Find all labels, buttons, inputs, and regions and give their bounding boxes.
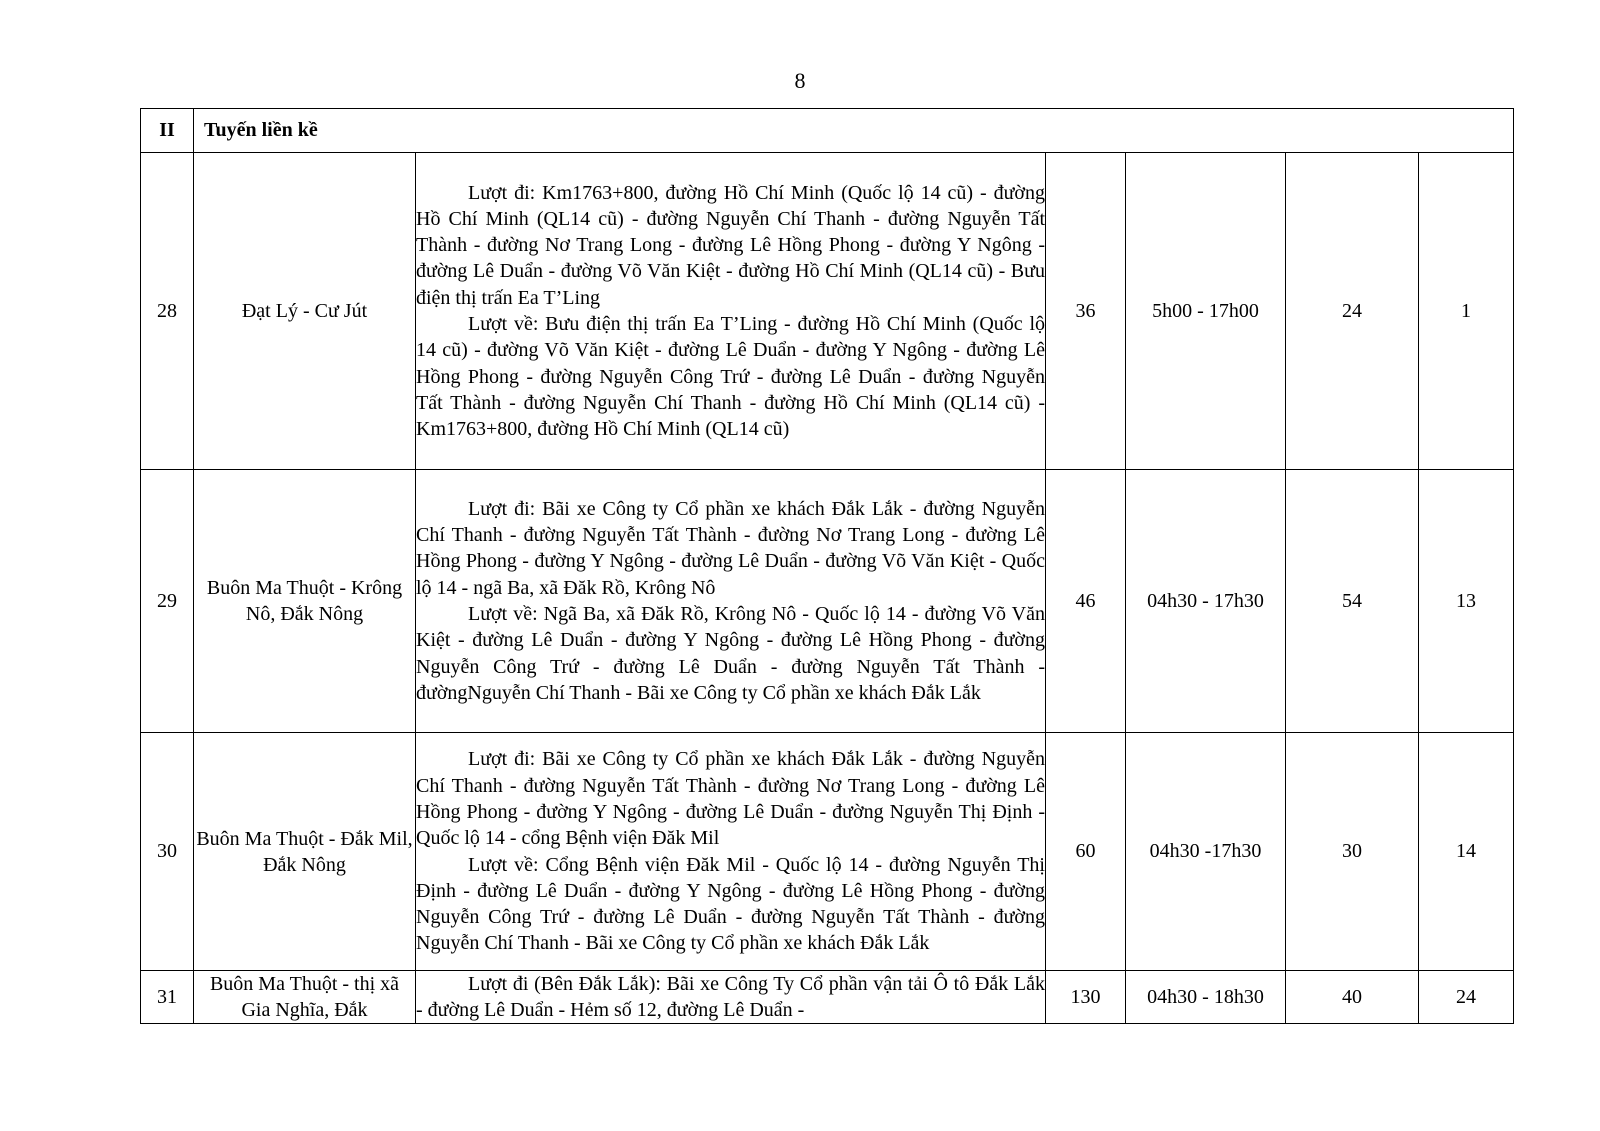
route-outbound: Lượt đi: Bãi xe Công ty Cổ phần xe khách Đắk Lắk - đường Nguyễn Chí Thanh - đường Nguyễn Tất Thành - đường Nơ Trang Long - đường Lê Hồng Phong - đường Y Ngông - đường Lê Duẩn - đường Võ Văn Kiệt - Quốc lộ 14 - ngã Ba, xã Đăk Rồ, Krông Nô	[416, 497, 1045, 599]
route-number: 29	[141, 470, 194, 733]
route-inbound: Lượt về: Bưu điện thị trấn Ea T’Ling - đường Hồ Chí Minh (Quốc lộ 14 cũ) - đường Võ Văn Kiệt - đường Lê Duẩn - đường Y Ngông - đường Lê Hồng Phong - đường Nguyễn Công Trứ - đường Lê Duẩn - đường Nguyễn Tất Thành - đường Nguyễn Chí Thanh - đường Hồ Chí Minh (QL14 cũ) - Km1763+800, đường Hồ Chí Minh (QL14 cũ)	[416, 313, 1045, 441]
route-number: 30	[141, 733, 194, 971]
route-number: 31	[141, 971, 194, 1024]
route-path	[416, 971, 1046, 1024]
route-distance: 60	[1046, 733, 1126, 971]
route-name-cell	[194, 971, 416, 1024]
route-vehicles: 13	[1419, 470, 1514, 733]
route-distance: 130	[1046, 971, 1126, 1024]
table-row	[141, 971, 1514, 1024]
section-title: Tuyến liền kề	[194, 109, 1514, 153]
bus-routes-table	[140, 108, 1514, 1024]
route-outbound: Lượt đi (Bên Đắk Lắk): Bãi xe Công Ty Cổ phần vận tải Ô tô Đắk Lắk - đường Lê Duẩn - Hẻm số 12, đường Lê Duẩn -	[416, 973, 1045, 1022]
route-name: Đạt Lý - Cư Jút	[194, 153, 416, 470]
route-hours: 04h30 - 17h30	[1126, 470, 1286, 733]
route-distance: 36	[1046, 153, 1126, 470]
route-hours: 04h30 -17h30	[1126, 733, 1286, 971]
route-trips: 54	[1286, 470, 1419, 733]
table-row	[141, 733, 1514, 971]
table-row	[141, 470, 1514, 733]
route-trips: 24	[1286, 153, 1419, 470]
route-outbound: Lượt đi: Km1763+800, đường Hồ Chí Minh (Quốc lộ 14 cũ) - đường Hồ Chí Minh (QL14 cũ) - đường Nguyễn Chí Thanh - đường Nguyễn Tất Thành - đường Nơ Trang Long - đường Lê Hồng Phong - đường Y Ngông - đường Lê Duẩn - đường Võ Văn Kiệt - đường Hồ Chí Minh (QL14 cũ) - Bưu điện thị trấn Ea T’Ling	[416, 181, 1045, 309]
route-name: Buôn Ma Thuột - Đắk Mil, Đắk Nông	[194, 733, 416, 971]
route-vehicles: 1	[1419, 153, 1514, 470]
route-vehicles: 14	[1419, 733, 1514, 971]
table-row	[141, 153, 1514, 470]
route-trips: 40	[1286, 971, 1419, 1024]
route-path	[416, 153, 1046, 470]
route-name: Buôn Ma Thuột - thị xã Gia Nghĩa, Đắk	[209, 973, 400, 1021]
route-hours: 5h00 - 17h00	[1126, 153, 1286, 470]
route-name: Buôn Ma Thuột - Krông Nô, Đắk Nông	[194, 470, 416, 733]
route-trips: 30	[1286, 733, 1419, 971]
route-inbound: Lượt về: Ngã Ba, xã Đăk Rồ, Krông Nô - Quốc lộ 14 - đường Võ Văn Kiệt - đường Lê Duẩn - đường Y Ngông - đường Lê Hồng Phong - đường Nguyễn Công Trứ - đường Lê Duẩn - đường Nguyễn Tất Thành - đườngNguyễn Chí Thanh - Bãi xe Công ty Cổ phần xe khách Đắk Lắk	[416, 603, 1045, 704]
section-header-row	[141, 109, 1514, 153]
route-outbound: Lượt đi: Bãi xe Công ty Cổ phần xe khách Đắk Lắk - đường Nguyễn Chí Thanh - đường Nguyễn Tất Thành - đường Nơ Trang Long - đường Lê Hồng Phong - đường Y Ngông - đường Lê Duẩn - đường Nguyễn Thị Định - Quốc lộ 14 - cổng Bệnh viện Đăk Mil	[416, 748, 1045, 850]
route-hours: 04h30 - 18h30	[1126, 971, 1286, 1024]
route-vehicles: 24	[1419, 971, 1514, 1024]
route-path-clip	[416, 971, 1045, 1023]
section-number: II	[141, 109, 194, 153]
route-number: 28	[141, 153, 194, 470]
route-path	[416, 733, 1046, 971]
route-path	[416, 470, 1046, 733]
page-number: 8	[794, 68, 806, 93]
route-distance: 46	[1046, 470, 1126, 733]
route-inbound: Lượt về: Cổng Bệnh viện Đăk Mil - Quốc lộ 14 - đường Nguyễn Thị Định - đường Lê Duẩn - đường Y Ngông - đường Lê Hồng Phong - đường Nguyễn Công Trứ - đường Lê Duẩn - đường Nguyễn Tất Thành - đường Nguyễn Chí Thanh - Bãi xe Công ty Cổ phần xe khách Đắk Lắk	[416, 853, 1045, 955]
